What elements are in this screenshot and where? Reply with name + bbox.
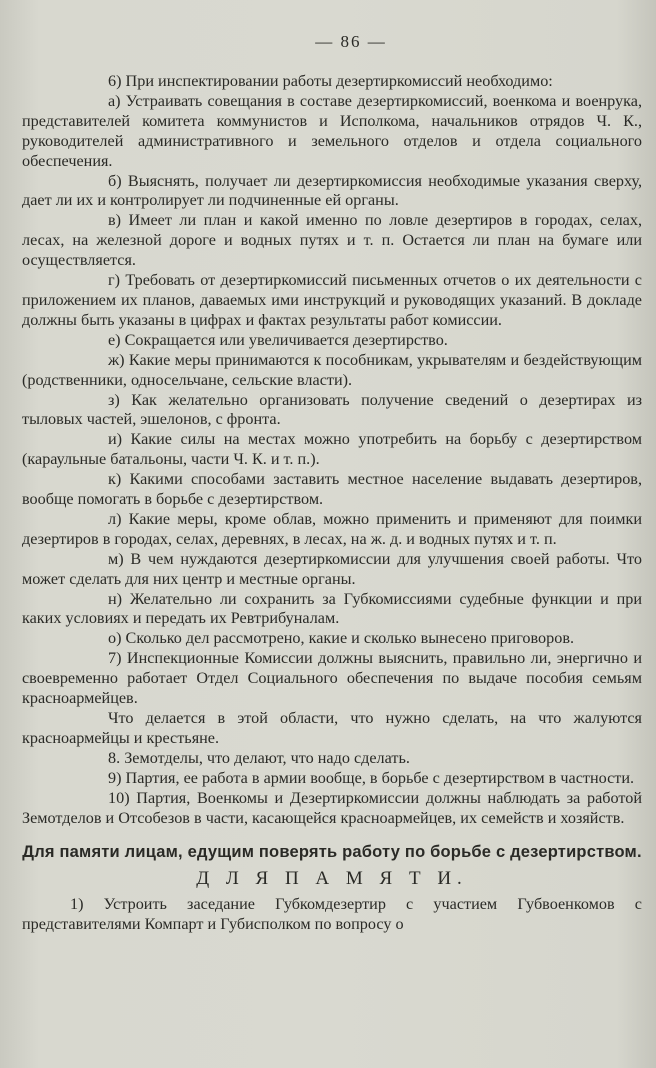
paragraph: з) Как желательно организовать получение сведений о дезертирах из тыловых частей, эшелонов, с фронта. [22,390,642,429]
paragraph: к) Какими способами заставить местное население выдавать дезертиров, вообще помогать в борьбе с дезертирством. [22,470,642,509]
paragraph: л) Какие меры, кроме облав, можно применить и применяют для поимки дезертиров в городах, селах, деревнях, в лесах, на ж. д. и водных путях и т. п. [22,509,642,548]
paragraph: н) Желательно ли сохранить за Губкомиссиями судебные функции и при каких условиях и передать их Ревтрибуналам. [22,589,642,628]
section-heading: Для памяти лицам, едущим поверять работу по борьбе с дезертирством. [22,843,642,862]
paragraph: г) Требовать от дезертиркомиссий письменных отчетов о их деятельности с приложением их планов, даваемых ими инструкций и руководящих указаний. В докладе должны быть указаны в цифрах и фактах результаты работ комиссии. [22,271,642,329]
paragraph: б) Выяснять, получает ли дезертиркомиссия необходимые указания сверху, дает ли их и контролирует ли подчиненные ей органы. [22,171,642,210]
paragraph: 9) Партия, ее работа в армии вообще, в борьбе с дезертирством в частности. [108,768,635,787]
page-number: — 86 — [315,32,387,51]
paragraph: 7) Инспекционные Комиссии должны выяснить, правильно ли, энергично и своевременно работает Отдел Социального обеспечения по выдаче пособия семьям красноармейцев. [22,649,642,708]
paragraph: 1) Устроить заседание Губкомдезертир с участием Губвоенкомов с представителями Компарт и Губисполком по вопросу о [22,895,642,934]
paragraph: 6) При инспектировании работы дезертиркомиссий необходимо: [108,72,553,90]
paragraph: о) Сколько дел рассмотрено, какие и сколько вынесено приговоров. [108,629,575,648]
paragraph: в) Имеет ли план и какой именно по ловле дезертиров в городах, селах, лесах, на железной дороге и водных путях и т. п. Остается ли план на бумаге или осуществляется. [22,211,642,270]
paragraph: и) Какие силы на местах можно употребить на борьбу с дезертирством (караульные батальоны, части Ч. К. и т. п.). [22,430,642,469]
paragraph: 10) Партия, Военкомы и Дезертиркомиссии должны наблюдать за работой Земотделов и Отсобезов в части, касающейся красноармейцев, их семейств и хозяйств. [22,788,642,827]
paragraph: ж) Какие меры принимаются к пособникам, укрывателям и бездействующим (родственники, односельчане, сельские власти). [22,350,642,389]
paragraph: 8. Земотделы, что делают, что надо сделать. [108,748,410,767]
body-text [22,72,642,935]
paragraph: е) Сокращается или увеличивается дезертирство. [108,330,448,349]
paragraph: Что делается в этой области, что нужно сделать, на что жалуются красноармейцы и крестьяне. [22,709,642,747]
paragraph: м) В чем нуждаются дезертиркомиссии для улучшения своей работы. Что может сделать для них центр и местные органы. [22,549,642,588]
paragraph: а) Устраивать совещания в составе дезертиркомиссий, военкома и военрука, представителей комитета коммунистов и Исполкома, начальников отрядов Ч. К., руководителей административного и земельного отделов и отдела социального обеспечения. [22,91,642,170]
section-subheading: Д Л Я П А М Я Т И. [196,868,468,890]
